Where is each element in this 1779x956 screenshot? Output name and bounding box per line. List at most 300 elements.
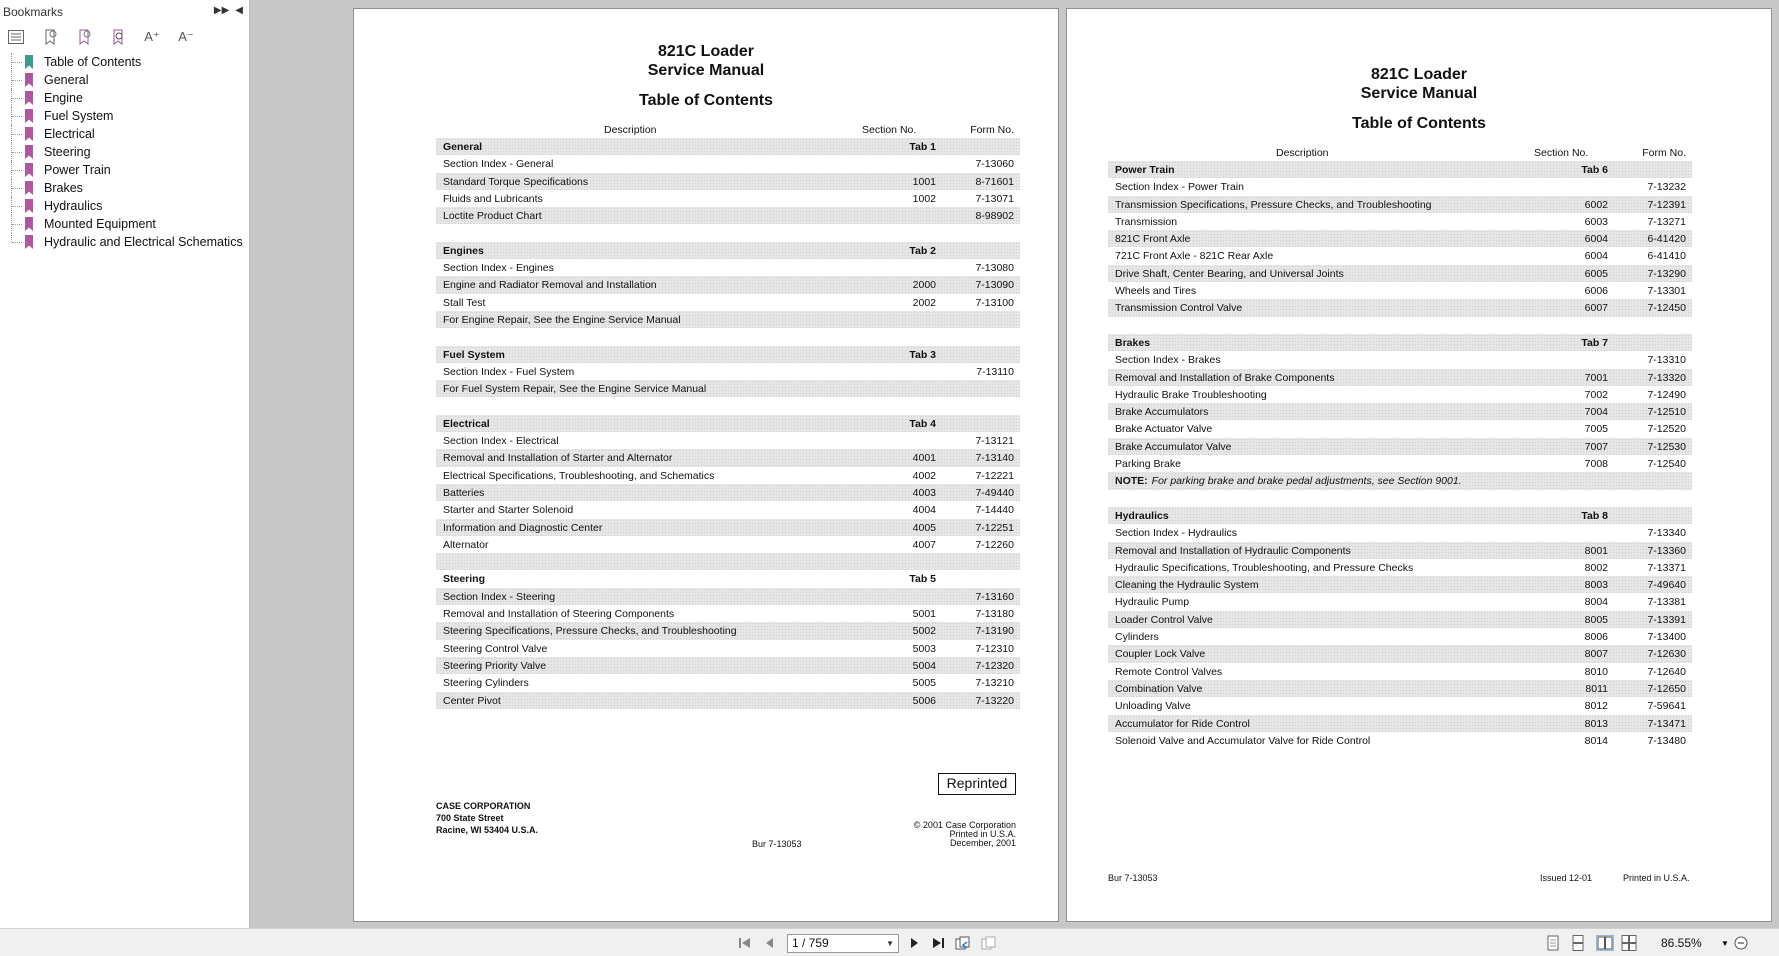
toc-section-no: 6004 xyxy=(1584,250,1608,263)
toc-form-no: 7-12320 xyxy=(975,659,1014,672)
toc-form-no: 7-13190 xyxy=(975,625,1014,638)
toc-form-no: 7-13271 xyxy=(1647,215,1686,228)
toc-row xyxy=(436,588,1020,605)
toc-form-no: 7-13071 xyxy=(975,192,1014,205)
first-page-icon[interactable] xyxy=(737,935,753,951)
page-left xyxy=(353,8,1059,922)
toc-description: Hydraulic Pump xyxy=(1115,596,1190,609)
col-form: Form No. xyxy=(1642,147,1686,159)
toc-row xyxy=(1108,247,1692,264)
toc-spacer xyxy=(1108,490,1692,507)
bookmark-item[interactable] xyxy=(0,53,249,71)
tree-connector xyxy=(11,161,25,179)
copyright-line-1: © 2001 Case Corporation xyxy=(913,820,1016,830)
chevron-down-icon[interactable]: ▼ xyxy=(886,939,894,948)
toc-row xyxy=(1108,178,1692,195)
toc-form-no: 7-12260 xyxy=(975,538,1014,551)
toc-form-no: 7-14440 xyxy=(975,504,1014,517)
toc-header xyxy=(1108,144,1692,161)
toc-table-right xyxy=(1108,144,1692,749)
toc-section-no: Tab 1 xyxy=(909,141,936,153)
bookmark-item[interactable] xyxy=(0,179,249,197)
toc-description: Section Index - Hydraulics xyxy=(1115,527,1237,540)
toc-section-no: 7001 xyxy=(1584,371,1608,384)
toc-section-no: 4004 xyxy=(912,504,936,517)
next-page-icon[interactable] xyxy=(906,935,922,951)
tree-connector xyxy=(11,125,25,143)
facing-view-icon[interactable] xyxy=(1596,935,1614,951)
toc-section-no: 5003 xyxy=(912,642,936,655)
toc-description: 721C Front Axle - 821C Rear Axle xyxy=(1115,250,1274,263)
bookmark-icon xyxy=(24,127,34,141)
note-body: For parking brake and brake pedal adjustments, see Section 9001. xyxy=(1151,475,1462,488)
toc-section-no: 8013 xyxy=(1584,717,1608,730)
toc-form-no: 7-12650 xyxy=(1647,682,1686,695)
toc-spacer xyxy=(1108,317,1692,334)
toc-row xyxy=(436,363,1020,380)
bookmark-label: General xyxy=(44,73,89,87)
toc-group-row xyxy=(1108,161,1692,178)
toc-section-no: 4003 xyxy=(912,486,936,499)
toc-description: Cleaning the Hydraulic System xyxy=(1115,579,1259,592)
single-page-view-icon[interactable] xyxy=(1546,935,1564,951)
toc-description: Hydraulics xyxy=(1115,509,1169,522)
toc-group-row xyxy=(1108,334,1692,351)
toc-section-no: 4007 xyxy=(912,538,936,551)
toc-description: Section Index - Electrical xyxy=(443,435,559,448)
toc-row xyxy=(436,259,1020,276)
toc-row xyxy=(1108,663,1692,680)
copyright-line-2: Printed in U.S.A. xyxy=(949,829,1016,839)
toc-section-no: 8005 xyxy=(1584,613,1608,626)
toc-description: Electrical xyxy=(443,417,490,430)
toc-form-no: 7-13121 xyxy=(975,435,1014,448)
zoom-out-icon[interactable] xyxy=(1733,935,1749,951)
bookmark-icon xyxy=(24,55,34,69)
toc-group-row xyxy=(436,138,1020,155)
bookmark-item[interactable] xyxy=(0,89,249,107)
toc-form-no: 7-12251 xyxy=(975,521,1014,534)
toc-row xyxy=(1108,697,1692,714)
toc-form-no: 7-13391 xyxy=(1647,613,1686,626)
toc-section-no: 7004 xyxy=(1584,406,1608,419)
toc-form-no: 7-13290 xyxy=(1647,267,1686,280)
toc-description: Engine and Radiator Removal and Installation xyxy=(443,279,657,292)
page-right xyxy=(1066,8,1772,922)
toc-form-no: 7-49440 xyxy=(975,486,1014,499)
bookmark-item[interactable] xyxy=(0,125,249,143)
bookmark-tree xyxy=(0,50,249,251)
toc-description: Steering Cylinders xyxy=(443,677,529,690)
toc-row xyxy=(1108,455,1692,472)
toc-note xyxy=(1108,472,1692,489)
bookmark-label: Steering xyxy=(44,145,91,159)
toc-row xyxy=(436,380,1020,397)
toc-row xyxy=(1108,230,1692,247)
toc-form-no: 8-98902 xyxy=(975,210,1014,223)
col-section: Section No. xyxy=(1534,147,1589,159)
toc-description: Electrical Specifications, Troubleshooting, and Schematics xyxy=(443,469,715,482)
toc-section-no: 7008 xyxy=(1584,458,1608,471)
toc-row xyxy=(1108,576,1692,593)
document-view[interactable] xyxy=(251,0,1779,928)
toc-form-no: 7-12630 xyxy=(1647,648,1686,661)
toc-section-no: 8010 xyxy=(1584,665,1608,678)
toc-row xyxy=(436,657,1020,674)
toc-description: Fluids and Lubricants xyxy=(443,192,543,205)
bookmark-options-icon[interactable] xyxy=(6,28,26,46)
toc-description: Section Index - Steering xyxy=(443,590,556,603)
toc-row xyxy=(436,467,1020,484)
toc-form-no: 7-12640 xyxy=(1647,665,1686,678)
toc-section-no: 8004 xyxy=(1584,596,1608,609)
toc-description: General xyxy=(443,141,483,153)
toc-row xyxy=(436,674,1020,691)
doc-title-1: 821C Loader xyxy=(657,43,755,60)
toc-description: Removal and Installation of Starter and Alternator xyxy=(443,452,673,465)
toc-row xyxy=(1108,438,1692,455)
company-name: CASE CORPORATION xyxy=(436,801,531,811)
bookmark-label: Electrical xyxy=(44,127,95,141)
toc-section-no: 8006 xyxy=(1584,631,1608,644)
toc-section-no: 8011 xyxy=(1585,682,1608,695)
toc-section-no: 8002 xyxy=(1584,561,1608,574)
issued-date: Issued 12-01 xyxy=(1540,873,1593,883)
doc-title-1: 821C Loader xyxy=(1370,66,1468,83)
bookmark-label: Mounted Equipment xyxy=(44,217,156,231)
previous-page-icon[interactable] xyxy=(762,935,778,951)
bookmark-item[interactable] xyxy=(0,107,249,125)
toc-row xyxy=(1108,403,1692,420)
toc-description: Alternator xyxy=(443,538,489,551)
toc-row xyxy=(436,519,1020,536)
toc-description: Power Train xyxy=(1115,164,1175,176)
reprinted-stamp: Reprinted xyxy=(938,773,1016,795)
toc-description: Section Index - General xyxy=(443,158,554,171)
toc-form-no: 7-12391 xyxy=(1647,198,1686,211)
toc-section-no: 5004 xyxy=(912,659,936,672)
continuous-view-icon[interactable] xyxy=(1571,935,1589,951)
toc-spacer xyxy=(436,328,1020,345)
toc-description: Solenoid Valve and Accumulator Valve for Ride Control xyxy=(1115,734,1371,747)
toc-row xyxy=(436,536,1020,553)
toc-description: Hydraulic Brake Troubleshooting xyxy=(1115,388,1267,401)
toc-row xyxy=(436,449,1020,466)
toc-table-left xyxy=(436,121,1020,709)
previous-view-icon[interactable] xyxy=(955,935,971,951)
toc-description: Brake Accumulators xyxy=(1115,406,1209,419)
doc-title-2: Service Manual xyxy=(1360,85,1478,102)
toc-description: Accumulator for Ride Control xyxy=(1115,717,1250,730)
toc-row xyxy=(1108,542,1692,559)
toc-row xyxy=(436,605,1020,622)
toc-form-no: 7-12510 xyxy=(1647,406,1686,419)
toc-section-no: 8003 xyxy=(1584,579,1608,592)
delete-bookmark-icon[interactable] xyxy=(74,28,94,46)
toc-description: Steering Specifications, Pressure Checks, and Troubleshooting xyxy=(443,625,737,638)
toc-description: Transmission xyxy=(1115,215,1178,228)
toc-row xyxy=(1108,213,1692,230)
toc-section-no: 1002 xyxy=(912,192,936,205)
toc-form-no: 7-13301 xyxy=(1647,285,1686,298)
navigation-bar xyxy=(0,928,1779,956)
toc-description: Engines xyxy=(443,244,484,257)
bookmarks-toolbar xyxy=(0,24,249,50)
toc-section-no: Tab 6 xyxy=(1581,164,1608,176)
toc-description: Transmission Control Valve xyxy=(1115,302,1243,315)
toc-row xyxy=(436,311,1020,328)
toc-description: For Engine Repair, See the Engine Service Manual xyxy=(443,313,681,326)
toc-description: Section Index - Engines xyxy=(443,262,554,275)
toc-row xyxy=(436,640,1020,657)
bookmarks-panel xyxy=(0,0,250,928)
toc-form-no: 7-13232 xyxy=(1647,181,1686,194)
toc-form-no: 7-13210 xyxy=(975,677,1014,690)
toc-header xyxy=(436,121,1020,138)
toc-description: Section Index - Brakes xyxy=(1115,354,1221,367)
toc-section-no: 8001 xyxy=(1584,544,1608,557)
company-street: 700 State Street xyxy=(436,813,504,823)
bookmark-icon xyxy=(24,217,34,231)
toc-form-no: 7-13060 xyxy=(975,158,1014,171)
toc-group-row xyxy=(436,570,1020,587)
toc-row xyxy=(436,173,1020,190)
toc-form-no: 7-13080 xyxy=(975,262,1014,275)
toc-form-no: 7-13220 xyxy=(975,694,1014,707)
toc-description: Steering Priority Valve xyxy=(443,659,547,672)
bur-number-right: Bur 7-13053 xyxy=(1108,873,1158,883)
toc-row xyxy=(1108,593,1692,610)
page-number-input[interactable] xyxy=(787,934,899,953)
bookmark-item[interactable] xyxy=(0,233,249,251)
toc-form-no: 7-12490 xyxy=(1647,388,1686,401)
bookmark-label: Table of Contents xyxy=(44,55,142,69)
tree-connector xyxy=(11,197,25,215)
toc-form-no: 7-13180 xyxy=(975,608,1014,621)
toc-description: Steering Control Valve xyxy=(443,642,548,655)
toc-description: Brake Actuator Valve xyxy=(1115,423,1213,436)
toc-form-no: 7-13360 xyxy=(1647,544,1686,557)
toc-form-no: 7-13310 xyxy=(1647,354,1686,367)
toc-row xyxy=(1108,265,1692,282)
decrease-text-size-icon[interactable]: A⁻ xyxy=(178,29,194,44)
printed-in: Printed in U.S.A. xyxy=(1623,873,1690,883)
toc-section-no: 7007 xyxy=(1584,440,1608,453)
toc-section-no: Tab 2 xyxy=(909,244,936,257)
toc-section-no: 4001 xyxy=(912,452,936,465)
bookmarks-title: Bookmarks xyxy=(3,5,64,19)
toc-row xyxy=(1108,611,1692,628)
find-bookmark-icon[interactable] xyxy=(108,28,128,46)
toc-section-no: Tab 8 xyxy=(1581,509,1608,522)
toc-description: Loctite Product Chart xyxy=(443,210,542,223)
toc-form-no: 7-13100 xyxy=(975,296,1014,309)
note-text xyxy=(1115,475,1462,487)
zoom-level[interactable]: 86.55% xyxy=(1661,936,1702,950)
toc-description: Brake Accumulator Valve xyxy=(1115,440,1232,453)
increase-text-size-icon[interactable]: A⁺ xyxy=(144,29,160,44)
collapse-panel-icon[interactable]: ◀ xyxy=(235,5,243,16)
toc-description: Wheels and Tires xyxy=(1115,285,1197,298)
toc-section-no: 6006 xyxy=(1584,285,1608,298)
toc-group-row xyxy=(436,415,1020,432)
toc-row xyxy=(436,294,1020,311)
toc-section-no: 1001 xyxy=(912,175,936,188)
toc-description: For Fuel System Repair, See the Engine Service Manual xyxy=(443,383,707,396)
last-page-icon[interactable] xyxy=(930,935,946,951)
toc-form-no: 7-12310 xyxy=(975,642,1014,655)
toc-row xyxy=(436,484,1020,501)
tree-connector xyxy=(11,53,25,71)
toc-row xyxy=(1108,524,1692,541)
bookmarks-header xyxy=(0,0,249,24)
toc-row xyxy=(1108,645,1692,662)
toc-form-no: 7-13340 xyxy=(1647,527,1686,540)
col-description: Description xyxy=(1276,147,1329,159)
tree-connector xyxy=(11,233,25,242)
toc-row xyxy=(436,501,1020,518)
toc-form-no: 7-13090 xyxy=(975,279,1014,292)
toc-section-no: Tab 7 xyxy=(1581,336,1608,349)
toc-section-no: 7005 xyxy=(1584,423,1608,436)
page-number-value: 1 / 759 xyxy=(792,936,829,950)
toc-row xyxy=(1108,559,1692,576)
toc-section-no: Tab 5 xyxy=(909,573,936,586)
toc-row xyxy=(1108,420,1692,437)
doc-title-3: Table of Contents xyxy=(639,92,773,109)
toc-section-no: 2000 xyxy=(912,279,936,292)
toc-description: Parking Brake xyxy=(1115,458,1181,471)
toc-spacer xyxy=(436,397,1020,414)
toc-description: Center Pivot xyxy=(443,694,501,707)
toc-row xyxy=(436,692,1020,709)
toc-form-no: 8-71601 xyxy=(975,175,1014,188)
bookmark-item[interactable] xyxy=(0,161,249,179)
bookmark-label: Brakes xyxy=(44,181,83,195)
toc-form-no: 7-59641 xyxy=(1647,700,1686,713)
toc-description: Loader Control Valve xyxy=(1115,613,1213,626)
toc-form-no: 7-13400 xyxy=(1647,631,1686,644)
tree-connector xyxy=(11,143,25,161)
continuous-facing-view-icon[interactable] xyxy=(1621,935,1639,951)
toc-row xyxy=(436,622,1020,639)
toc-form-no: 6-41420 xyxy=(1647,233,1686,246)
toc-description: 821C Front Axle xyxy=(1115,233,1191,246)
toc-form-no: 7-13371 xyxy=(1647,561,1686,574)
bookmark-icon xyxy=(24,73,34,87)
bookmark-item[interactable] xyxy=(0,215,249,233)
note-label: NOTE: xyxy=(1115,475,1148,488)
doc-title-2: Service Manual xyxy=(647,62,765,79)
tree-connector xyxy=(11,107,25,125)
toc-row xyxy=(436,207,1020,224)
toc-description: Stall Test xyxy=(443,296,486,309)
toc-form-no: 6-41410 xyxy=(1647,250,1686,263)
bookmark-icon xyxy=(24,109,34,123)
toc-description: Steering xyxy=(443,573,486,586)
toc-form-no: 7-12540 xyxy=(1647,458,1686,471)
toc-row xyxy=(436,190,1020,207)
toc-form-no: 7-13320 xyxy=(1647,371,1686,384)
toc-description: Coupler Lock Valve xyxy=(1115,648,1206,661)
bookmark-icon xyxy=(24,91,34,105)
bur-number-left: Bur 7-13053 xyxy=(752,839,802,849)
toc-description: Fuel System xyxy=(443,348,505,361)
company-city: Racine, WI 53404 U.S.A. xyxy=(436,825,539,835)
new-bookmark-icon[interactable] xyxy=(40,28,60,46)
toc-section-no: 6002 xyxy=(1584,198,1608,211)
toc-row xyxy=(1108,680,1692,697)
toc-description: Combination Valve xyxy=(1115,682,1203,695)
zoom-dropdown-icon[interactable]: ▼ xyxy=(1721,938,1729,948)
bookmark-icon xyxy=(24,163,34,177)
toc-section-no: 5002 xyxy=(912,625,936,638)
bookmark-label: Engine xyxy=(44,91,83,105)
toc-row xyxy=(1108,282,1692,299)
toc-row xyxy=(1108,628,1692,645)
toc-description: Section Index - Fuel System xyxy=(443,365,575,378)
toc-row xyxy=(436,155,1020,172)
bookmark-icon xyxy=(24,235,34,249)
toc-form-no: 7-13110 xyxy=(976,365,1014,378)
toc-section-no: 4002 xyxy=(912,469,936,482)
toc-section-no: 6005 xyxy=(1584,267,1608,280)
toc-description: Brakes xyxy=(1115,336,1151,349)
next-view-icon[interactable] xyxy=(981,935,997,951)
toc-description: Removal and Installation of Brake Components xyxy=(1115,371,1335,384)
toc-row xyxy=(1108,369,1692,386)
toc-form-no: 7-13160 xyxy=(975,590,1014,603)
toc-section-no: 6003 xyxy=(1584,215,1608,228)
bookmark-label: Fuel System xyxy=(44,109,114,123)
toc-section-no: 5006 xyxy=(912,694,936,707)
bookmark-item[interactable] xyxy=(0,197,249,215)
expand-panel-icon[interactable]: ▶▶ xyxy=(213,5,230,16)
doc-title-3: Table of Contents xyxy=(1352,115,1486,132)
toc-description: Removal and Installation of Hydraulic Components xyxy=(1115,544,1351,557)
bookmark-item[interactable] xyxy=(0,143,249,161)
toc-description: Unloading Valve xyxy=(1115,700,1191,713)
bookmark-icon xyxy=(24,145,34,159)
toc-row xyxy=(1108,732,1692,749)
toc-section-no: 8012 xyxy=(1584,700,1608,713)
toc-section-no: 8007 xyxy=(1584,648,1608,661)
toc-body-right xyxy=(1108,161,1692,749)
toc-section-no: 7002 xyxy=(1584,388,1608,401)
toc-description: Remote Control Valves xyxy=(1115,665,1223,678)
toc-group-row xyxy=(1108,507,1692,524)
bookmark-item[interactable] xyxy=(0,71,249,89)
copyright-line-3: December, 2001 xyxy=(949,838,1016,848)
toc-form-no: 7-13471 xyxy=(1647,717,1686,730)
tree-connector xyxy=(11,179,25,197)
toc-description: Batteries xyxy=(443,486,485,499)
toc-description: Hydraulic Specifications, Troubleshooting, and Pressure Checks xyxy=(1115,561,1414,574)
toc-form-no: 7-12530 xyxy=(1647,440,1686,453)
toc-description: Information and Diagnostic Center xyxy=(443,521,603,534)
toc-group-row xyxy=(436,242,1020,259)
toc-form-no: 7-13480 xyxy=(1647,734,1686,747)
tree-connector xyxy=(11,89,25,107)
toc-row xyxy=(436,276,1020,293)
toc-body-left xyxy=(436,138,1020,709)
toc-section-no: Tab 3 xyxy=(909,348,936,361)
toc-row xyxy=(1108,386,1692,403)
toc-row xyxy=(436,553,1020,570)
bookmark-label: Power Train xyxy=(44,163,111,177)
bookmark-label: Hydraulic and Electrical Schematics xyxy=(44,235,243,249)
toc-form-no: 7-13381 xyxy=(1647,596,1686,609)
